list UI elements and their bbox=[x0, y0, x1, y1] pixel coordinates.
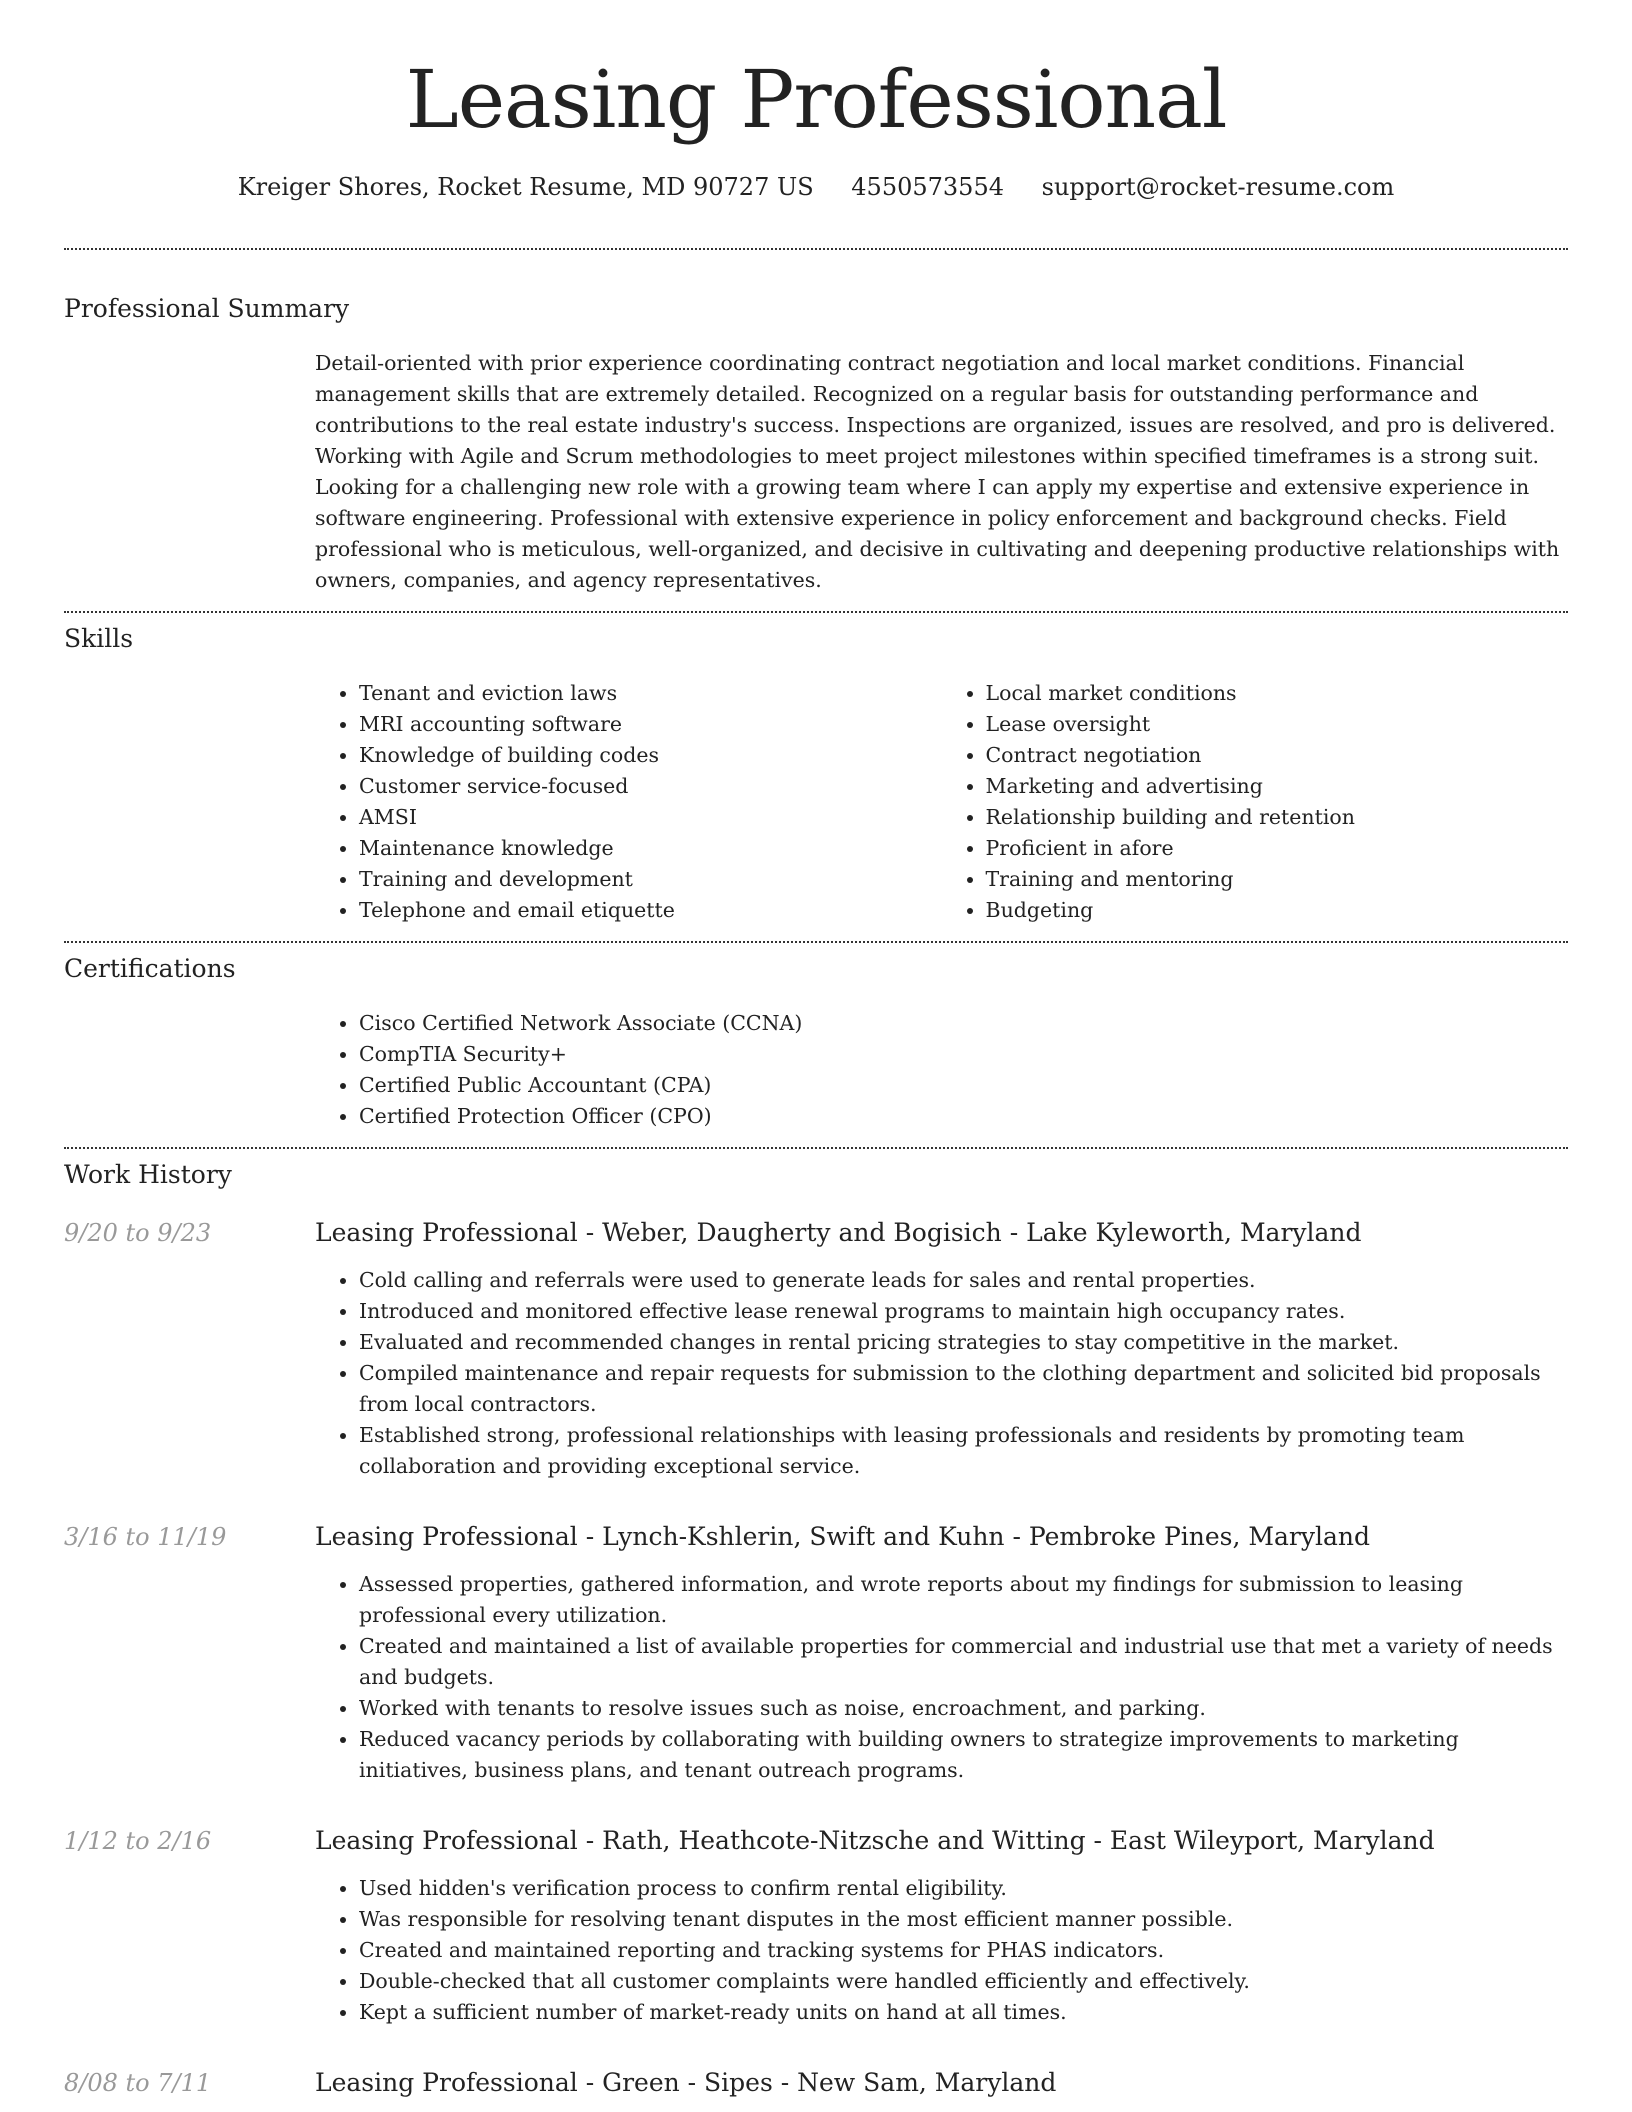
job-bullets bbox=[315, 1265, 1568, 1482]
job-dates: 3/16 to 11/19 bbox=[64, 1523, 227, 1551]
job-bullets bbox=[315, 1873, 1568, 2028]
job-bullet: • Reduced vacancy periods by collaborating with building owners to strategize improvements to marketing initiatives, business plans, and tenant outreach programs. bbox=[359, 1724, 1568, 1786]
divider bbox=[64, 941, 1568, 943]
certifications-list bbox=[315, 1008, 1568, 1132]
job-bullet: • Evaluated and recommended changes in rental pricing strategies to stay competitive in the market. bbox=[359, 1327, 1568, 1358]
contact-phone: 4550573554 bbox=[851, 173, 1004, 201]
skills-section bbox=[0, 624, 1632, 926]
divider bbox=[64, 1147, 1568, 1149]
job-dates: 9/20 to 9/23 bbox=[64, 1219, 212, 1247]
job-entry bbox=[64, 1522, 1568, 1786]
skills-list-left bbox=[315, 678, 942, 926]
job-bullets bbox=[315, 1569, 1568, 1786]
job-bullet: • Double-checked that all customer complaints were handled efficiently and effectively. bbox=[359, 1966, 1568, 1997]
work-history-section bbox=[0, 1160, 1632, 2098]
job-entry bbox=[64, 1826, 1568, 2028]
job-entry bbox=[64, 2068, 1568, 2098]
skills-list-right bbox=[942, 678, 1569, 926]
certification-item: • Certified Public Accountant (CPA) bbox=[359, 1070, 1568, 1101]
certification-item: • CompTIA Security+ bbox=[359, 1039, 1568, 1070]
section-title-skills: Skills bbox=[64, 624, 134, 653]
job-bullet: • Worked with tenants to resolve issues such as noise, encroachment, and parking. bbox=[359, 1693, 1568, 1724]
skill-item: • Customer service-focused bbox=[359, 771, 942, 802]
job-dates: 1/12 to 2/16 bbox=[64, 1827, 212, 1855]
section-title-certifications: Certifications bbox=[64, 954, 236, 983]
certifications-section bbox=[0, 954, 1632, 1132]
job-bullet: • Established strong, professional relationships with leasing professionals and residents by promoting team collaboration and providing exceptional service. bbox=[359, 1420, 1568, 1482]
job-bullet: • Compiled maintenance and repair requests for submission to the clothing department and solicited bid proposals from local contractors. bbox=[359, 1358, 1568, 1420]
skill-item: • Training and development bbox=[359, 864, 942, 895]
job-bullet: • Kept a sufficient number of market-ready units on hand at all times. bbox=[359, 1997, 1568, 2028]
skill-item: • Knowledge of building codes bbox=[359, 740, 942, 771]
divider bbox=[64, 611, 1568, 613]
job-title: Leasing Professional - Rath, Heathcote-Nitzsche and Witting - East Wileyport, Maryland bbox=[315, 1826, 1435, 1855]
job-bullet: • Was responsible for resolving tenant disputes in the most efficient manner possible. bbox=[359, 1904, 1568, 1935]
divider bbox=[64, 248, 1568, 250]
skill-item: • Tenant and eviction laws bbox=[359, 678, 942, 709]
section-title-work-history: Work History bbox=[64, 1160, 232, 1189]
contact-line bbox=[0, 172, 1632, 202]
skill-item: • Maintenance knowledge bbox=[359, 833, 942, 864]
summary-text: Detail-oriented with prior experience coordinating contract negotiation and local market conditions. Financial management skills that are extremely detailed. Recognized on a regular basis for outstanding performance and contributions to the real estate industry's success. Inspections are organized, issues are resolved, and pro is delivered. Working with Agile and Scrum methodologies to meet project milestones within specified timeframes is a strong suit. Looking for a challenging new role with a growing team where I can apply my expertise and extensive experience in software engineering. Professional with extensive experience in policy enforcement and background checks. Field professional who is meticulous, well-organized, and decisive in cultivating and deepening productive relationships with owners, companies, and agency representatives. bbox=[315, 351, 1560, 592]
job-bullet: • Created and maintained a list of available properties for commercial and industrial use that met a variety of needs and budgets. bbox=[359, 1631, 1568, 1693]
job-title: Leasing Professional - Weber, Daugherty and Bogisich - Lake Kyleworth, Maryland bbox=[315, 1218, 1362, 1247]
job-bullet: • Cold calling and referrals were used to generate leads for sales and rental properties. bbox=[359, 1265, 1568, 1296]
job-dates: 8/08 to 7/11 bbox=[64, 2069, 212, 2097]
job-bullet: • Used hidden's verification process to confirm rental eligibility. bbox=[359, 1873, 1568, 1904]
skill-item: • Relationship building and retention bbox=[986, 802, 1569, 833]
skill-item: • Lease oversight bbox=[986, 709, 1569, 740]
resume-name: Leasing Professional bbox=[405, 53, 1227, 146]
job-title: Leasing Professional - Lynch-Kshlerin, Swift and Kuhn - Pembroke Pines, Maryland bbox=[315, 1522, 1370, 1551]
summary-section bbox=[0, 294, 1632, 596]
job-bullet: • Created and maintained reporting and tracking systems for PHAS indicators. bbox=[359, 1935, 1568, 1966]
job-bullet: • Assessed properties, gathered information, and wrote reports about my findings for submission to leasing professional every utilization. bbox=[359, 1569, 1568, 1631]
certification-item: • Certified Protection Officer (CPO) bbox=[359, 1101, 1568, 1132]
skill-item: • Local market conditions bbox=[986, 678, 1569, 709]
skill-item: • Marketing and advertising bbox=[986, 771, 1569, 802]
contact-email: support@rocket-resume.com bbox=[1041, 173, 1395, 201]
contact-address: Kreiger Shores, Rocket Resume, MD 90727 US bbox=[237, 173, 814, 201]
section-title-summary: Professional Summary bbox=[64, 294, 350, 323]
skill-item: • Contract negotiation bbox=[986, 740, 1569, 771]
skill-item: • Budgeting bbox=[986, 895, 1569, 926]
job-bullet: • Introduced and monitored effective lease renewal programs to maintain high occupancy rates. bbox=[359, 1296, 1568, 1327]
skill-item: • Telephone and email etiquette bbox=[359, 895, 942, 926]
skill-item: • MRI accounting software bbox=[359, 709, 942, 740]
job-title: Leasing Professional - Green - Sipes - New Sam, Maryland bbox=[315, 2068, 1057, 2097]
job-entry bbox=[64, 1218, 1568, 1482]
skill-item: • AMSI bbox=[359, 802, 942, 833]
skill-item: • Training and mentoring bbox=[986, 864, 1569, 895]
skill-item: • Proficient in afore bbox=[986, 833, 1569, 864]
certification-item: • Cisco Certified Network Associate (CCNA) bbox=[359, 1008, 1568, 1039]
